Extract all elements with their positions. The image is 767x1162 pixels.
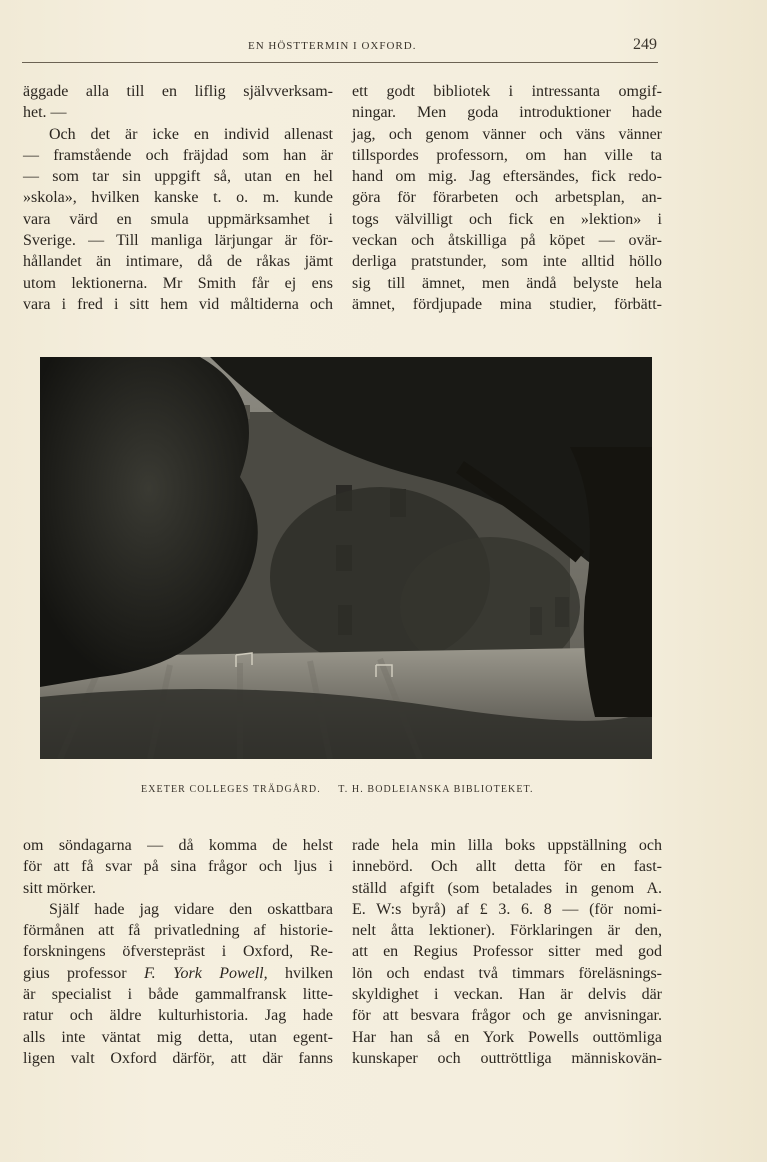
text-line: är specialist i både gammalfransk litte-	[23, 986, 333, 1004]
text-line: för att få svar på sina frågor och ljus i	[23, 858, 333, 876]
photo-caption	[141, 784, 548, 795]
text-line: derliga pratstunder, som inte alltid höllo	[352, 253, 662, 271]
text-line: ningar. Men goda introduktioner hade	[352, 104, 662, 122]
text-line: ett godt bibliotek i intressanta omgif-	[352, 83, 662, 100]
text-line: — som tar sin uppgift så, utan en hel	[23, 168, 333, 186]
text-line: om söndagarna — då komma de helst	[23, 837, 333, 854]
text-line: för att besvara frågor och ge anvisningar.	[352, 1007, 662, 1025]
text-line: nelt åtta lektioner). Förklaringen är den,	[352, 922, 662, 940]
text-line: ligen valt Oxford därför, att där fanns	[23, 1049, 333, 1067]
photo-illustration	[40, 357, 652, 759]
text-line: vara värd en smula uppmärksamhet i	[23, 210, 333, 228]
header-rule	[22, 62, 658, 63]
text-line: hållandet än intimare, då de råkas jämt	[23, 253, 333, 271]
text-line: innebörd. Och allt detta för en fast-	[352, 858, 662, 876]
text-line: kunskaper och outtröttliga människovän-	[352, 1049, 662, 1067]
caption-left: EXETER COLLEGES TRÄDGÅRD.	[141, 784, 321, 795]
text-line: ratur och äldre kulturhistoria. Jag hade	[23, 1007, 333, 1025]
text-line: forskningens öfverstepräst i Oxford, Re-	[23, 943, 333, 961]
text-line: hand om mig. Jag eftersändes, fick redo-	[352, 168, 662, 186]
text-line: sig till ämnet, men ändå belyste hela	[352, 274, 662, 292]
text-line: förmånen att få privatledning af historie-	[23, 922, 333, 940]
text-line: jag, och genom vänner och väns vänner	[352, 125, 662, 143]
text-line: alls inte väntat mig detta, utan egent-	[23, 1028, 333, 1046]
text-line: ämnet, fördjupade mina studier, förbätt-	[352, 295, 662, 313]
text-line: göra för förarbeten och arbetsplan, an-	[352, 189, 662, 207]
text-line-with-name	[23, 963, 333, 984]
text-column-bottom-right	[352, 835, 662, 1069]
text-column-top-left	[23, 81, 333, 315]
text-fragment: gius professor	[23, 964, 144, 982]
text-line: veckan och åtskilliga på köpet — ovär-	[352, 232, 662, 250]
text-line: äggade alla till en liflig självverksam-	[23, 83, 333, 100]
text-line: het. —	[23, 104, 67, 122]
professor-name: F. York Powell,	[143, 964, 268, 982]
text-line: sitt mörker.	[23, 879, 96, 897]
page-number: 249	[633, 36, 657, 53]
text-line: Och det är icke en individ allenast	[49, 125, 333, 143]
text-line: Har han så en York Powells outtömliga	[352, 1028, 662, 1046]
text-line: Sverige. — Till manliga lärjungar är för-	[23, 232, 333, 250]
text-line: lön och endast två timmars föreläsnings-	[352, 964, 662, 982]
text-line: — framstående och fräjdad som han är	[23, 146, 333, 164]
text-line: att en Regius Professor sitter med god	[352, 943, 662, 961]
text-line: ställd afgift (som betalades in genom A.	[352, 879, 662, 897]
text-line: skyldighet i veckan. Han är delvis där	[352, 986, 662, 1004]
caption-right: T. H. BODLEIANSKA BIBLIOTEKET.	[338, 784, 534, 795]
text-line: vara i fred i sitt hem vid måltiderna och	[23, 295, 333, 313]
text-line: togs välvilligt och fick en »lektion» i	[352, 210, 662, 228]
text-column-top-right	[352, 81, 662, 315]
running-title: EN HÖSTTERMIN I OXFORD.	[248, 40, 417, 52]
text-fragment: hvilken	[267, 964, 333, 982]
text-line: utom lektionerna. Mr Smith får ej ens	[23, 274, 333, 292]
text-line: tillspordes professorn, om han ville ta	[352, 146, 662, 164]
text-line: »skola», hvilken kanske t. o. m. kunde	[23, 189, 333, 207]
text-line: rade hela min lilla boks uppställning och	[352, 837, 662, 854]
garden-photograph	[40, 357, 652, 759]
text-line: Själf hade jag vidare den oskattbara	[49, 900, 333, 918]
text-line: E. W:s byrå) af £ 3. 6. 8 — (för nomi-	[352, 900, 662, 918]
text-column-bottom-left	[23, 835, 333, 1069]
